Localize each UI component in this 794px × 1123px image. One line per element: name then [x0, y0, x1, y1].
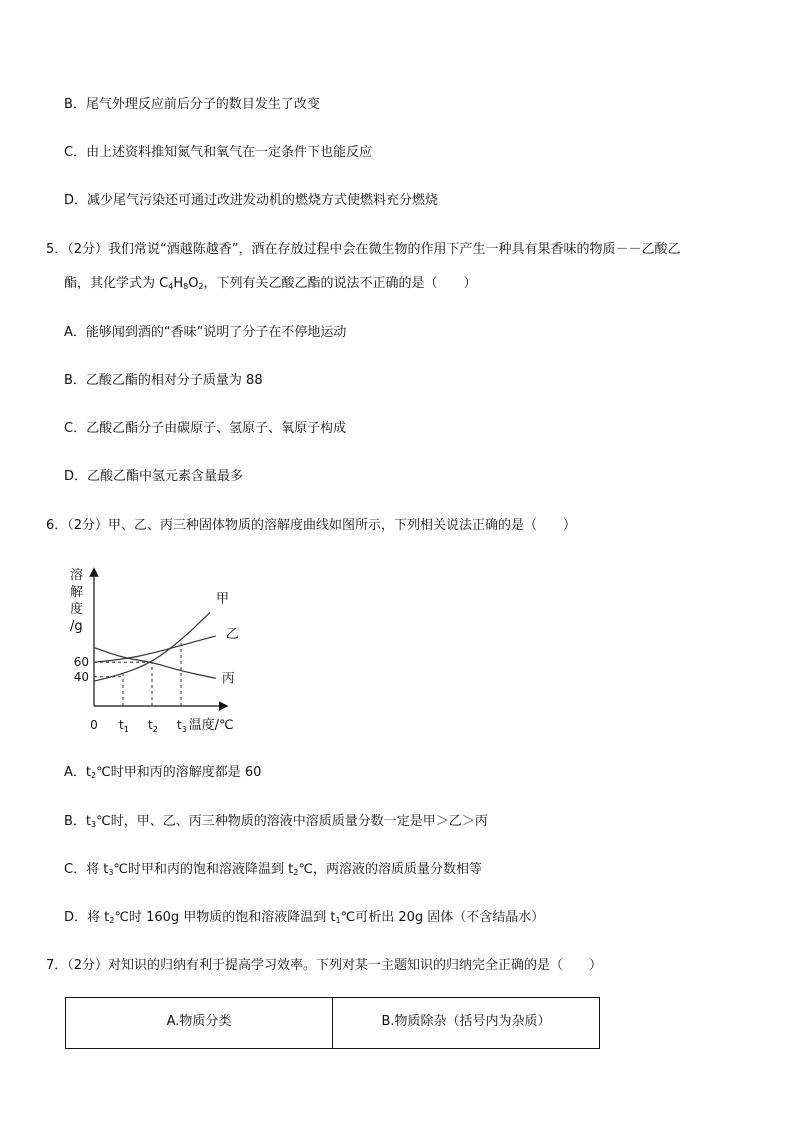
table-row	[66, 998, 600, 1049]
q6-c-pre: C．将 t	[64, 862, 109, 877]
subscript: 3	[91, 820, 97, 829]
subscript: 1	[335, 916, 341, 925]
q7-stem: 7．（2分）对知识的归纳有利于提高学习效率。下列对某一主题知识的归纳完全正确的是（ ）	[46, 958, 603, 973]
q6-a-pre: A．t	[64, 765, 91, 780]
formula-part: O	[188, 276, 199, 291]
y-axis-label: 溶	[70, 568, 84, 583]
y-axis-label: 度	[70, 602, 84, 617]
q6-d-mid: ℃时 160g 甲物质的饱和溶液降温到 t	[114, 910, 336, 925]
q4-option-b: B．尾气外理反应前后分子的数目发生了改变	[64, 97, 320, 112]
subscript: 2	[293, 868, 299, 877]
q7-col-b: B.物质除杂（括号内为杂质）	[333, 998, 600, 1049]
formula-sub: 8	[183, 282, 189, 291]
q6-c-post: ℃，两溶液的溶质质量分数相等	[298, 862, 482, 877]
q6-a-post: ℃时甲和丙的溶解度都是 60	[96, 765, 262, 780]
origin-label: 0	[90, 718, 98, 732]
x-tick-label: $t_3$	[177, 718, 187, 734]
subscript: 3	[108, 868, 114, 877]
q5-option-b: B．乙酸乙酯的相对分子质量为 88	[64, 373, 263, 388]
q6-d-post: ℃可析出 20g 固体（不含结晶水）	[340, 910, 545, 925]
q5-stem-post: ，下列有关乙酸乙酯的说法不正确的是（ ）	[203, 276, 477, 291]
q5-stem-line2	[64, 275, 477, 293]
q5-option-d: D．乙酸乙酯中氢元素含量最多	[64, 469, 244, 484]
formula-sub: 2	[198, 282, 204, 291]
solubility-chart	[60, 562, 260, 738]
y-axis-label: /g	[70, 619, 83, 634]
q6-option-b	[64, 813, 488, 831]
q5-stem-line1: 5．（2分）我们常说“酒越陈越香”，酒在存放过程中会在微生物的作用下产生一种具有果香味的物质－－乙酸乙	[46, 242, 681, 257]
x-tick-label: $t_1$	[119, 718, 129, 734]
q6-d-pre: D．将 t	[64, 910, 110, 925]
q6-b-post: ℃时，甲、乙、丙三种物质的溶液中溶质质量分数一定是甲＞乙＞丙	[96, 814, 488, 829]
y-tick-label: 40	[73, 669, 89, 684]
formula-sub: 4	[168, 282, 174, 291]
q6-stem: 6．（2分）甲、乙、丙三种固体物质的溶解度曲线如图所示，下列相关说法正确的是（ ）	[46, 518, 577, 533]
q7-col-a: A.物质分类	[66, 998, 333, 1049]
q5-option-c: C．乙酸乙酯分子由碳原子、氢原子、氧原子构成	[64, 421, 347, 436]
q6-b-pre: B．t	[64, 814, 92, 829]
series-label: 甲	[216, 591, 230, 607]
y-tick-label: 60	[73, 655, 89, 670]
q6-option-c	[64, 861, 482, 879]
y-axis-label: 解	[70, 585, 84, 600]
series-label: 丙	[221, 671, 235, 687]
q4-option-d: D．减少尾气污染还可通过改进发动机的燃烧方式使燃料充分燃烧	[64, 193, 439, 208]
q5-stem-pre: 酯，其化学式为 C	[64, 276, 169, 291]
series-label: 乙	[225, 626, 239, 642]
subscript: 2	[109, 916, 115, 925]
q6-c-mid: ℃时甲和丙的饱和溶液降温到 t	[113, 862, 294, 877]
q4-option-c: C．由上述资料推知氮气和氧气在一定条件下也能反应	[64, 145, 373, 160]
subscript: 2	[91, 771, 97, 780]
q5-option-a: A．能够闻到酒的“香味”说明了分子在不停地运动	[64, 325, 347, 340]
x-axis-label: 温度/℃	[188, 718, 234, 733]
q7-table	[65, 997, 600, 1049]
q6-option-a	[64, 764, 261, 782]
series-line	[94, 636, 216, 662]
x-tick-label: $t_2$	[148, 718, 158, 734]
series-line	[94, 613, 210, 682]
q6-option-d	[64, 909, 544, 927]
formula-part: H	[173, 276, 184, 291]
